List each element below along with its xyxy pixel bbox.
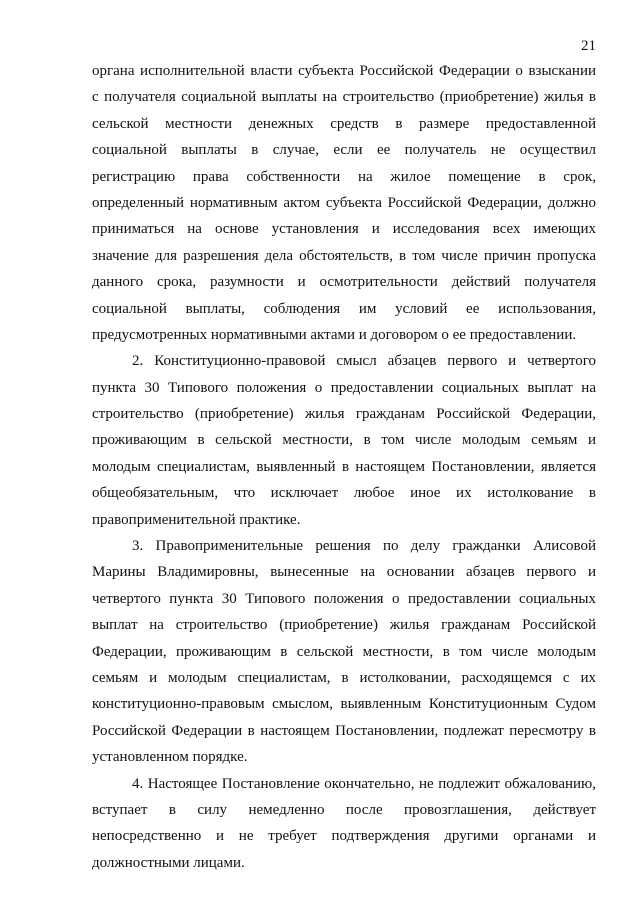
text-line: сельской местности денежных средств в размере предоставленной xyxy=(92,115,596,132)
text-line: молодым специалистам, выявленный в настоящем Постановлении, является xyxy=(92,458,596,475)
text-line: семьям и молодым специалистам, в истолковании, расходящемся с их xyxy=(92,669,596,686)
text-line: установленном порядке. xyxy=(92,749,248,766)
text-line: четвертого пункта 30 Типового положения о предоставлении социальных xyxy=(92,590,596,607)
text-line: приниматься на основе установления и исследования всех имеющих xyxy=(92,221,596,238)
text-line: 4. Настоящее Постановление окончательно, не подлежит обжалованию, xyxy=(132,775,596,792)
text-line: общеобязательным, что исключает любое иное их истолкование в xyxy=(92,485,596,502)
paragraph-4 xyxy=(92,771,596,877)
paragraph-1 xyxy=(92,58,596,348)
text-line: данного срока, разумности и осмотрительности действий получателя xyxy=(92,274,596,291)
text-line: пункта 30 Типового положения о предоставлении социальных выплат на xyxy=(92,379,596,396)
text-line: выплат на строительство (приобретение) жилья гражданам Российской xyxy=(92,617,596,634)
paragraph-3 xyxy=(92,533,596,771)
text-line: регистрацию права собственности на жилое помещение в срок, xyxy=(92,168,596,185)
text-line: социальной выплаты в случае, если ее получатель не осуществил xyxy=(92,142,596,159)
text-line: конституционно-правовым смыслом, выявленным Конституционным Судом xyxy=(92,696,596,713)
text-line: проживающим в сельской местности, в том числе молодым семьям и xyxy=(92,432,596,449)
text-line: Российской Федерации в настоящем Постановлении, подлежат пересмотру в xyxy=(92,722,596,739)
text-line: с получателя социальной выплаты на строительство (приобретение) жилья в xyxy=(92,89,596,106)
text-line: должностными лицами. xyxy=(92,854,245,871)
text-line: Федерации, проживающим в сельской местности, в том числе молодым xyxy=(92,643,596,660)
text-line: правоприменительной практике. xyxy=(92,511,301,528)
text-line: определенный нормативным актом субъекта Российской Федерации, должно xyxy=(92,194,596,211)
text-line: 3. Правоприменительные решения по делу гражданки Алисовой xyxy=(132,538,596,555)
text-line: значение для разрешения дела обстоятельств, в том числе причин пропуска xyxy=(92,247,596,264)
text-line: вступает в силу немедленно после провозглашения, действует xyxy=(92,801,596,818)
document-body xyxy=(92,58,596,876)
text-line: органа исполнительной власти субъекта Российской Федерации о взыскании xyxy=(92,63,596,79)
text-line: предусмотренных нормативными актами и договором о ее предоставлении. xyxy=(92,326,577,343)
text-line: социальной выплаты, соблюдения им условий ее использования, xyxy=(92,300,596,317)
text-line: непосредственно и не требует подтверждения другими органами и xyxy=(92,828,596,845)
page-number: 21 xyxy=(581,38,596,54)
text-line: Марины Владимировны, вынесенные на основании абзацев первого и xyxy=(92,564,596,581)
text-line: 2. Конституционно-правовой смысл абзацев первого и четвертого xyxy=(132,353,596,370)
paragraph-2 xyxy=(92,348,596,533)
text-line: строительство (приобретение) жилья гражданам Российской Федерации, xyxy=(92,406,596,423)
